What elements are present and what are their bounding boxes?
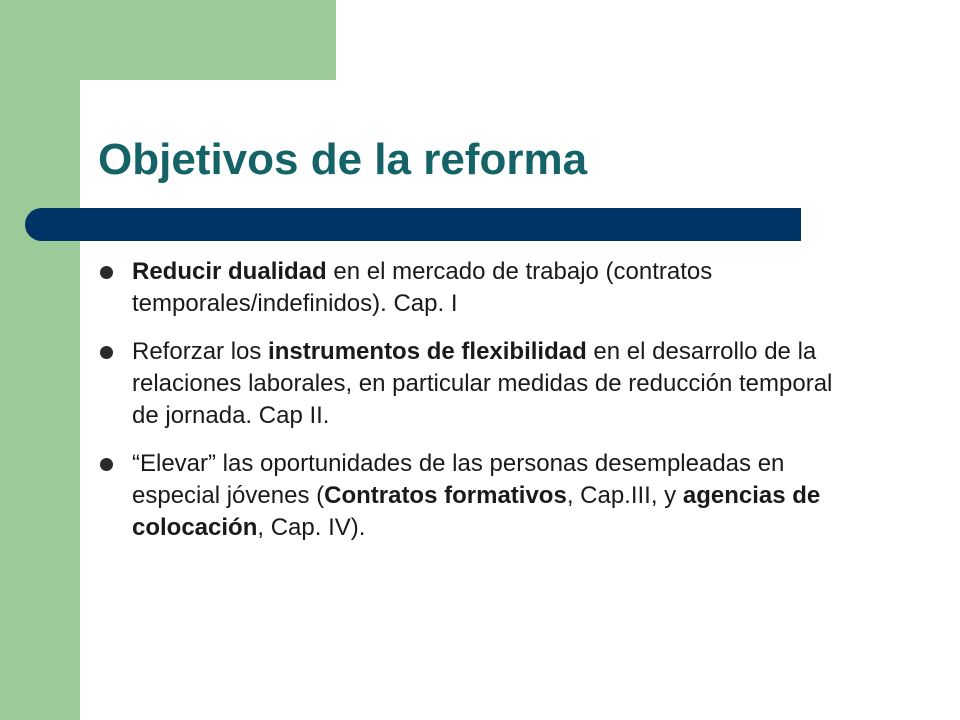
bullet-item-2: [96, 336, 856, 432]
slide-title: Objetivos de la reforma: [98, 135, 588, 184]
bullet-list: [96, 256, 856, 560]
bullet-3-text-5: , Cap. IV).: [257, 514, 366, 541]
bullet-3-bold-2: Contratos formativos: [324, 482, 567, 509]
bullet-dot-icon: [100, 458, 113, 471]
bullet-item-3: [96, 448, 856, 544]
bullet-1-bold-1: Reducir dualidad: [132, 258, 327, 285]
top-green-band: [0, 0, 336, 80]
left-green-strip: [0, 0, 80, 720]
bullet-2-bold-2: instrumentos de flexibilidad: [268, 338, 587, 365]
bullet-2-text-1: Reforzar los: [132, 338, 269, 365]
bullet-3-text-3: , Cap.III, y: [566, 482, 683, 509]
title-underline-bar: [25, 208, 801, 241]
bullet-3-text-1: “Elevar” las oportunidades de las personas desempleadas en especial jóvenes (: [132, 450, 785, 509]
bullet-1-text-2: en el mercado de trabajo (contratos temporales/indefinidos). Cap. I: [132, 258, 713, 317]
bullet-3-bold-4: agencias de colocación: [132, 482, 821, 541]
bullet-item-1: [96, 256, 856, 320]
bullet-dot-icon: [100, 346, 113, 359]
bullet-dot-icon: [100, 266, 113, 279]
bullet-2-text-3: en el desarrollo de la relaciones laborales, en particular medidas de reducción temporal de jornada. Cap II.: [132, 338, 833, 429]
